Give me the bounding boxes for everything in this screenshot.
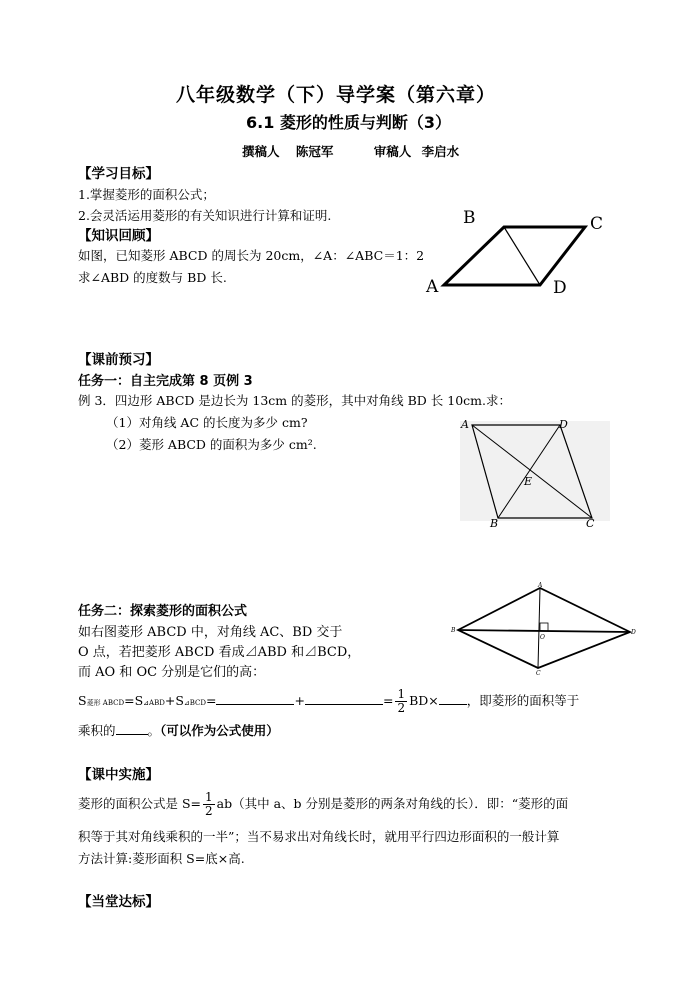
formula-subscript: 菱形 ABCD xyxy=(86,699,125,707)
review-heading: 【知识回顾】 xyxy=(78,228,159,244)
vertex-label: E xyxy=(524,475,533,488)
formula-subscript: ⊿ABD xyxy=(143,699,165,707)
vertex-label: C xyxy=(536,670,541,677)
vertex-label: C xyxy=(586,517,595,530)
vertex-label: B xyxy=(451,627,456,634)
formula-symbol: = xyxy=(382,693,394,708)
vertex-label: B xyxy=(463,208,476,228)
vertex-label: D xyxy=(553,278,567,298)
formula-text: 乘积的 xyxy=(78,723,116,738)
vertex-label: A xyxy=(426,277,439,297)
vertex-label: D xyxy=(559,418,568,431)
answer-blank[interactable] xyxy=(216,692,294,705)
practice-heading: 【课中实施】 xyxy=(78,767,159,783)
answer-blank[interactable] xyxy=(116,722,148,735)
formula-text: 。 xyxy=(147,723,161,738)
practice-text: ab（其中 a、b 分别是菱形的两条对角线的长）．即：“菱形的面 xyxy=(216,796,569,811)
question-1: （1）对角线 AC 的长度为多少 cm? xyxy=(106,415,308,430)
formula-symbol: +S xyxy=(164,693,184,708)
rhombus-figure-example xyxy=(460,413,610,531)
fraction-half xyxy=(395,688,407,715)
author-label: 撰稿人 xyxy=(242,144,280,159)
fraction-numerator: 1 xyxy=(397,687,406,701)
formula-text: ，即菱形的面积等于 xyxy=(466,693,580,708)
question-2: （2）菱形 ABCD 的面积为多少 cm². xyxy=(106,437,317,452)
assessment-heading: 【当堂达标】 xyxy=(78,894,159,910)
practice-text: 菱形的面积公式是 S= xyxy=(78,796,202,811)
practice-line xyxy=(78,789,568,819)
example-text: 例 3．四边形 ABCD 是边长为 13cm 的菱形，其中对角线 BD 长 10cm.求： xyxy=(78,393,511,408)
vertex-label: B xyxy=(490,517,499,530)
preview-heading: 【课前预习】 xyxy=(78,352,159,368)
rhombus-figure-area xyxy=(448,580,648,677)
formula-symbol: + xyxy=(294,693,305,708)
formula-symbol: S xyxy=(78,693,87,708)
answer-blank[interactable] xyxy=(439,692,467,705)
area-formula xyxy=(78,686,579,718)
author-name: 陈冠军 xyxy=(295,144,334,159)
goal-item: 1.掌握菱形的面积公式； xyxy=(78,187,215,202)
fraction-denominator: 2 xyxy=(397,701,406,715)
vertex-label: C xyxy=(590,214,604,234)
formula-note: （可以作为公式使用） xyxy=(160,723,279,738)
goal-item: 2.会灵活运用菱形的有关知识进行计算和证明. xyxy=(78,208,332,223)
answer-blank[interactable] xyxy=(305,692,383,705)
practice-line: 方法计算:菱形面积 S=底×高. xyxy=(78,851,245,866)
author-line xyxy=(242,142,459,160)
reviewer-name: 李启水 xyxy=(421,144,460,159)
fraction-denominator: 2 xyxy=(205,804,213,818)
formula-symbol: BD× xyxy=(409,693,439,708)
formula-symbol: = xyxy=(206,693,217,708)
review-line: 求∠ABD 的度数与 BD 长. xyxy=(78,270,227,285)
vertex-label: O xyxy=(540,634,545,641)
page-subtitle: 6.1 菱形的性质与判断（3） xyxy=(246,113,452,132)
formula-symbol: =S xyxy=(124,693,144,708)
page-title: 八年级数学（下）导学案（第六章） xyxy=(176,84,497,106)
task2-line: 而 AO 和 OC 分别是它们的高： xyxy=(78,665,266,680)
task2-title: 任务二：探索菱形的面积公式 xyxy=(78,604,248,619)
task2-line: O 点，若把菱形 ABCD 看成⊿ABD 和⊿BCD， xyxy=(78,645,361,660)
review-line: 如图，已知菱形 ABCD 的周长为 20cm，∠A：∠ABC＝1：2 xyxy=(78,248,425,263)
formula-subscript: ⊿BCD xyxy=(183,699,206,707)
reviewer-label: 审稿人 xyxy=(373,144,412,159)
fraction-numerator: 1 xyxy=(205,790,213,804)
fraction-half xyxy=(203,791,215,818)
rhombus-figure-review xyxy=(420,200,620,300)
task2-line: 如右图菱形 ABCD 中，对角线 AC、BD 交于 xyxy=(78,625,343,640)
task1-title: 任务一：自主完成第 8 页例 3 xyxy=(78,374,253,389)
goals-heading: 【学习目标】 xyxy=(78,166,159,182)
vertex-label: D xyxy=(631,629,636,636)
vertex-label: A xyxy=(538,582,543,589)
area-formula-continued xyxy=(78,721,279,739)
vertex-label: A xyxy=(461,418,469,431)
practice-line: 积等于其对角线乘积的一半”；当不易求出对角线长时，就用平行四边形面积的一般计算 xyxy=(78,829,560,844)
